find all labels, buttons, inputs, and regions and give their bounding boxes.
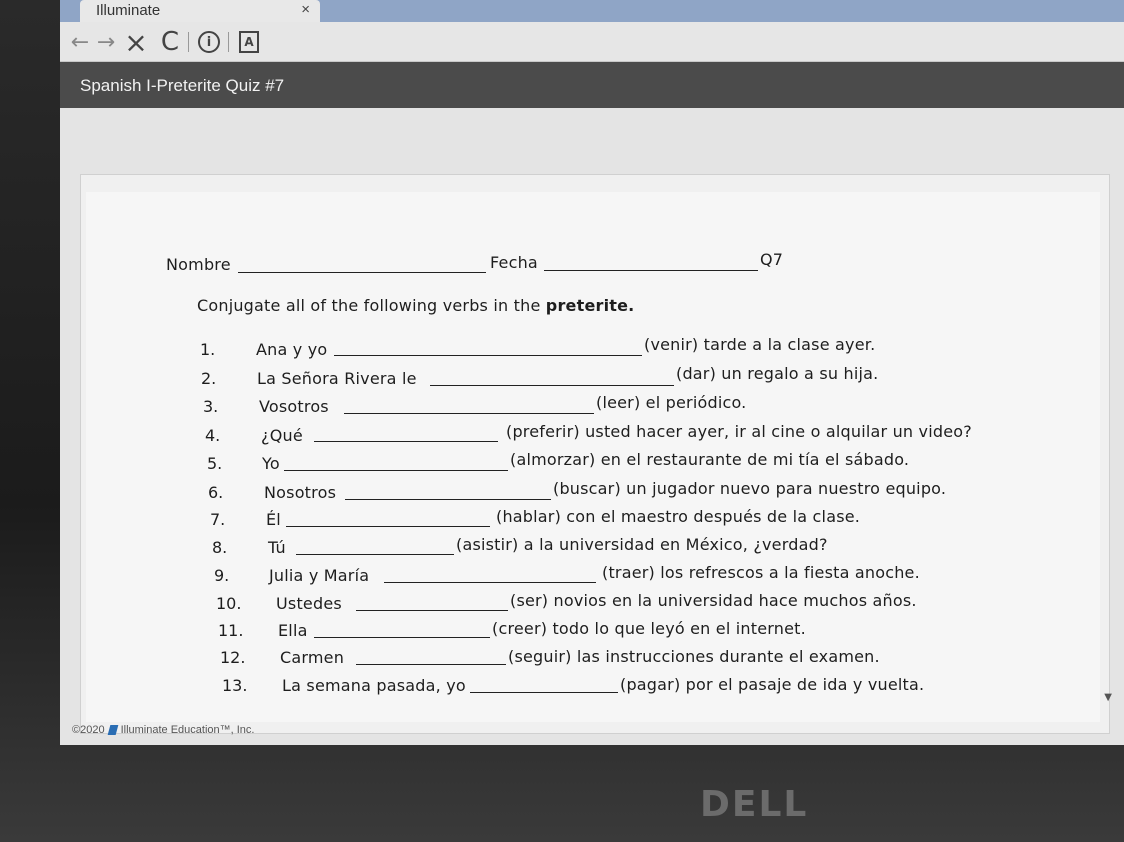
tab-title: Illuminate: [96, 2, 161, 19]
laptop-brand-logo: DELL: [700, 784, 809, 825]
question-prompt: (hablar) con el maestro después de la clase.: [496, 507, 861, 526]
stop-icon[interactable]: ×: [124, 25, 148, 59]
question-subject: Vosotros: [259, 397, 329, 416]
question-prompt: (seguir) las instrucciones durante el examen.: [508, 647, 880, 666]
info-icon: i: [198, 31, 220, 53]
question-prompt: (buscar) un jugador nuevo para nuestro equipo.: [553, 479, 947, 498]
app-header: [60, 62, 1124, 108]
question-prompt: (traer) los refrescos a la fiesta anoche.: [602, 563, 920, 582]
answer-blank[interactable]: [314, 441, 498, 442]
question-subject: Nosotros: [264, 483, 337, 502]
question-number: 4.: [205, 426, 221, 445]
back-arrow-icon[interactable]: ←: [70, 29, 90, 55]
close-tab-icon[interactable]: ×: [301, 1, 310, 18]
question-number: 1.: [200, 340, 216, 359]
question-number: 2.: [201, 369, 217, 388]
reader-button[interactable]: [236, 28, 262, 56]
tab-strip: [60, 0, 1124, 22]
answer-blank[interactable]: [286, 526, 490, 527]
question-subject: La Señora Rivera le: [257, 369, 417, 388]
answer-blank[interactable]: [284, 470, 508, 471]
browser-tab[interactable]: [80, 0, 320, 22]
question-prompt: (creer) todo lo que leyó en el internet.: [492, 619, 806, 638]
info-button[interactable]: [196, 28, 222, 56]
question-prompt: (leer) el periódico.: [596, 393, 747, 412]
question-subject: Yo: [262, 454, 280, 473]
answer-blank[interactable]: [356, 610, 508, 611]
question-subject: Tú: [268, 538, 286, 557]
question-subject: Ustedes: [276, 594, 342, 613]
answer-blank[interactable]: [430, 385, 674, 386]
question-subject: Carmen: [280, 648, 345, 667]
copyright-text: ©2020: [72, 724, 105, 736]
fecha-blank[interactable]: [544, 270, 758, 271]
reload-icon[interactable]: C: [160, 27, 180, 57]
page-title: Spanish I-Preterite Quiz #7: [80, 76, 285, 95]
answer-blank[interactable]: [356, 664, 506, 665]
scroll-down-icon[interactable]: ▼: [1104, 692, 1112, 703]
question-prompt: (venir) tarde a la clase ayer.: [644, 335, 876, 354]
illuminate-logo-icon: [107, 725, 118, 735]
question-prompt: (asistir) a la universidad en México, ¿verdad?: [456, 535, 828, 554]
nombre-blank[interactable]: [238, 272, 486, 273]
answer-blank[interactable]: [470, 692, 618, 693]
question-subject: Ana y yo: [256, 340, 328, 359]
answer-blank[interactable]: [296, 554, 454, 555]
question-number: 7.: [210, 510, 226, 529]
fecha-label: Fecha: [490, 253, 538, 272]
question-number: 10.: [216, 594, 242, 613]
answer-blank[interactable]: [334, 355, 642, 356]
navigation-bar: [60, 22, 1124, 62]
question-subject: ¿Qué: [261, 426, 303, 445]
quiz-code: Q7: [760, 250, 784, 269]
instructions-emphasis: preterite.: [545, 296, 635, 315]
answer-blank[interactable]: [344, 413, 594, 414]
instructions: [197, 296, 634, 315]
question-subject: Ella: [278, 621, 308, 640]
question-number: 3.: [203, 397, 219, 416]
instructions-text: Conjugate all of the following verbs in the: [197, 296, 546, 315]
nombre-label: Nombre: [166, 255, 231, 274]
answer-blank[interactable]: [314, 637, 490, 638]
question-subject: Él: [266, 510, 281, 529]
question-subject: La semana pasada, yo: [282, 676, 466, 695]
company-name: Illuminate Education™, Inc.: [120, 724, 255, 736]
footer: [72, 724, 254, 736]
question-number: 9.: [214, 566, 230, 585]
answer-blank[interactable]: [384, 582, 596, 583]
question-prompt: (preferir) usted hacer ayer, ir al cine o alquilar un video?: [506, 422, 972, 441]
question-number: 13.: [222, 676, 248, 695]
nav-divider: [188, 32, 189, 52]
question-prompt: (almorzar) en el restaurante de mi tía el sábado.: [510, 450, 910, 469]
question-number: 5.: [207, 454, 223, 473]
question-number: 6.: [208, 483, 224, 502]
question-subject: Julia y María: [269, 566, 370, 585]
forward-arrow-icon[interactable]: →: [96, 29, 116, 55]
question-prompt: (dar) un regalo a su hija.: [676, 364, 879, 383]
question-prompt: (ser) novios en la universidad hace muchos años.: [510, 591, 917, 610]
reader-icon: A: [239, 31, 259, 53]
question-number: 12.: [220, 648, 246, 667]
answer-blank[interactable]: [345, 499, 551, 500]
question-number: 8.: [212, 538, 228, 557]
question-prompt: (pagar) por el pasaje de ida y vuelta.: [620, 675, 925, 694]
nav-divider: [228, 32, 229, 52]
question-number: 11.: [218, 621, 244, 640]
